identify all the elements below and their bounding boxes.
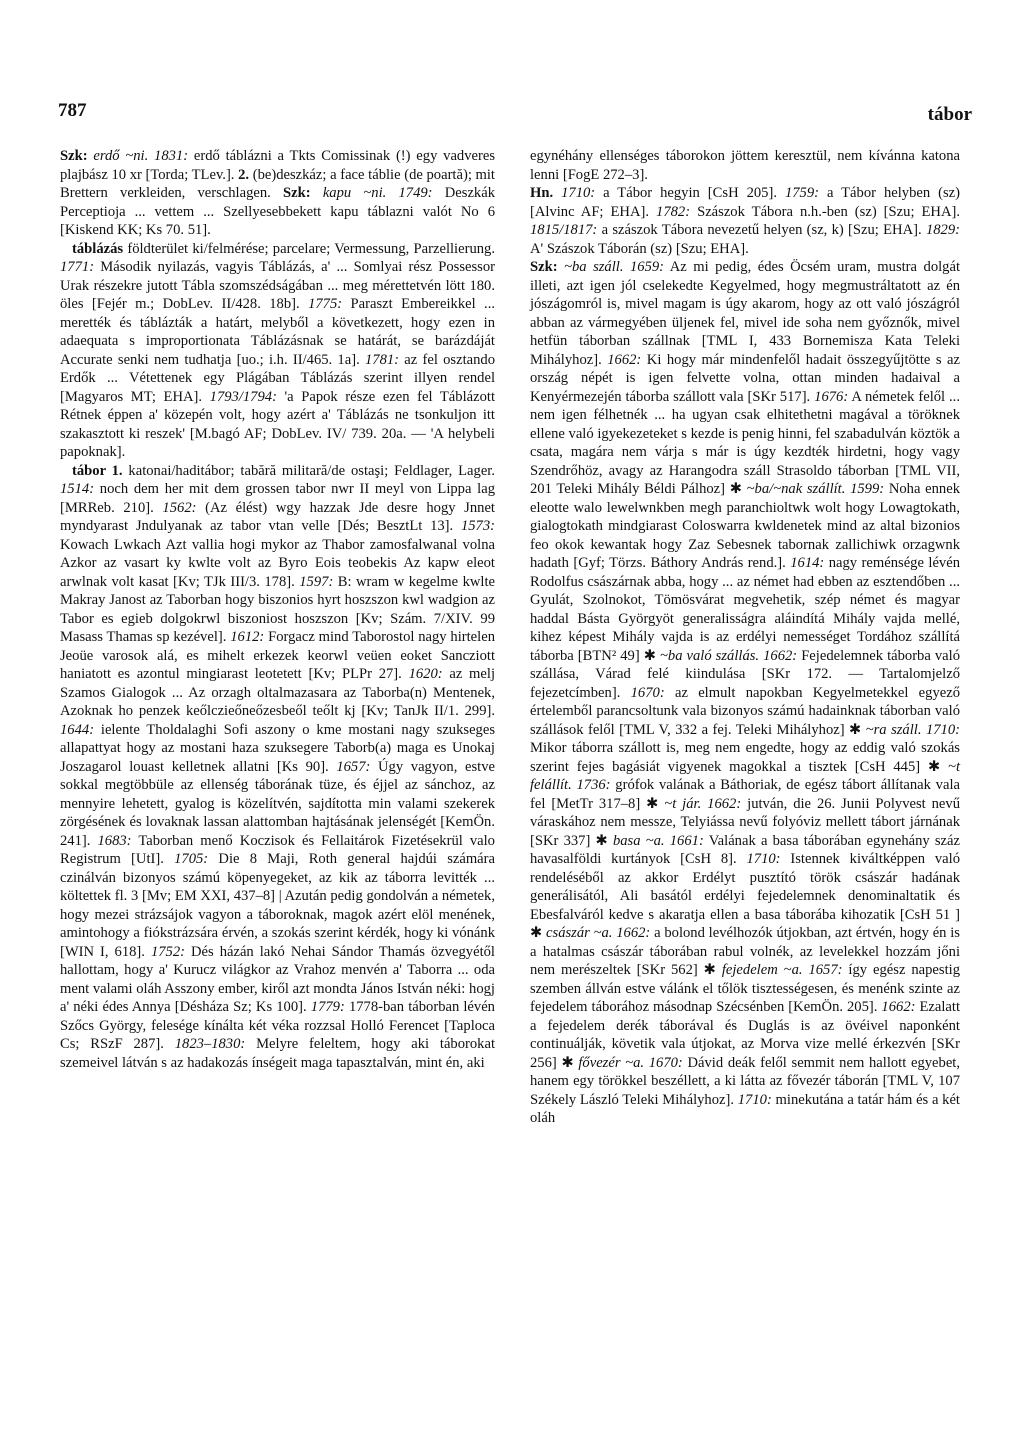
citation-run: fővezér ~a. 1670:	[578, 1054, 683, 1071]
citation-run: 1752:	[150, 943, 185, 960]
citation-run: 1705:	[174, 851, 209, 867]
citation-run: 1710:	[746, 851, 781, 867]
text-run: Taborban menő Koczisok és Fellaitárok Fizetésekrül valo Registrum [UtI].	[60, 832, 495, 867]
text-run: Forgacz mind Taborostol nagy hirtelen Jeoüe varosok alá, es mihelt erkezek keorwl veüen eoket Sancziott haniatott es azontul mingiarast leotetett [Kv; PLPr 27].	[60, 629, 495, 682]
citation-run: 1823–1830:	[174, 1036, 246, 1052]
citation-run: 1597:	[299, 573, 334, 590]
citation-run: 1620:	[408, 666, 443, 682]
citation-run: 1514:	[60, 481, 95, 497]
citation-run: 1683:	[97, 832, 132, 849]
citation-run: 1670:	[630, 684, 665, 701]
citation-run: ~ba/~nak szállít. 1599:	[746, 481, 885, 497]
entry-compounds	[530, 258, 960, 1128]
text-run: jutván, die 26. Junii Polyvest nevű váraskához nem messze, Telyiássa nevű folyóviz mellett tábort járnának [SKr 337] ✱	[530, 795, 960, 849]
text-run: Fejedelemnek táborba való szállása, Várad felé kiindulása [SKr 172. — Tartalomjelző fejezetcímben].	[530, 647, 960, 701]
citation-run: ~ra száll. 1710:	[865, 721, 960, 738]
headword-run: Szk:	[530, 259, 565, 275]
citation-run: 1781:	[364, 351, 400, 368]
text-run: Kowach Lwkach Azt vallia hogi mykor az Thabor zamosfalwanal volna Azkor az vasart ky kwlte volt az Byro Eois teobekis Az kapw eleot arwlnak volt kasat [Kv; TJk III/3. 178].	[60, 536, 495, 590]
text-run: Melyre feleltem, hogy aki táborokat szemeivel látván s az hadakozás ínségeit maga tapasztalván, mint én, aki	[60, 1036, 495, 1071]
text-run: Istennek kiváltképpen való rendeléséből az akkor Erdélyt pusztító török császár hadának generálisától, Ali basától erdélyi fejedelemnek denominaltatik és Ebesfalváról kedve s akaratja ellen a basa táborába kihozatik [CsH 51 ] ✱	[530, 851, 960, 941]
citation-run: 1710:	[561, 185, 596, 201]
text-run: Paraszt Embereikkel ... merették és táblázták a határt, melyből a következett, hogy ezen in adaequata s improportionata Táblázásnak se határát, se barázdáját Accurate senki nem tudhatja [uo.; i.h. II/465. 1a].	[60, 296, 495, 368]
headword-run: Szk:	[283, 185, 323, 201]
text-run: Deszkák Perceptioja ... vettem ... Szellyesebbekett kapu táblazni valót No 6 [Kiskend KK; Ks 70. 51].	[60, 185, 496, 238]
citation-run: 1771:	[60, 259, 95, 275]
text-run: B: wram w kegelme kwlte Makray Janost az Taborban hogy biszonios hyrt hoszszon kwl wadgion az Tabor es egieb dolgokrwl biszoniost hoszszon [Kv; Szám. 7/XIV. 99 Masass Thamas sp kezével].	[60, 573, 496, 645]
text-run: (be)deszkáz; a face táblie (de poartă); mit Brettern verkleiden, verschlagen.	[60, 166, 495, 201]
text-run: a szászok Tábora nevezetű helyen (sz, k) [Szu; EHA].	[597, 222, 926, 238]
citation-run: 1657:	[336, 758, 371, 775]
headword-run: Szk:	[60, 148, 94, 164]
entry-tabor	[60, 462, 495, 1073]
text-run	[553, 185, 561, 201]
text-run: A németek felől ... nem igen félhetnék ... ha ugyan csak elhitethetni magával a töröknek ellene való igyekezeteket s kezde is penig hinni, fel szabadulván köztök a csata, magára nem várja s már is úgy kezdték hirdetni, hogy vagy Szendrőhöz, avagy az Harangodra száll Strasoldo táborban [TML VII, 201 Teleki Mihály Béldi Pálhoz] ✱	[530, 388, 960, 497]
citation-run: 1793/1794:	[209, 388, 277, 405]
entry-tablazas	[60, 240, 495, 462]
text-run: 'a Papok része ezen fel Táblázott Rétnek éppen a' közepén volt, hogy azért a' Táblázás ne tsonkuljon itt szakasztott ki reszek' [M.bagó AF; DobLev. IV/ 739. 20a. — 'A helybeli papoknak].	[60, 388, 495, 460]
citation-run: 1676:	[814, 388, 849, 405]
right-column	[530, 147, 960, 1128]
text-run: noch dem her mit dem grossen tabor nwr II meyl von Lippa lag [MRReb. 210].	[60, 481, 495, 516]
text-run: Ezalatt a fejedelem derék táborával és Duglás is az övéivel naponként continuálják, követik vala útjokat, az Morva vize mellé érkezvén [SKr 256] ✱	[530, 999, 960, 1071]
text-run: Die 8 Maji, Roth general hajdúi számára czinálván bizonyos számú köpenyegeket, az kik az táborra levitték ... költettek fl. 3 [Mv; EM XXI, 437–8] | Azután pedig gondolván a németek, hogy mezei strázsájok vagyon a táboroknak, magok azért elöl menének, amintohogy a fiókstrázsára érvén, a szokás szerint kérdék, hogy ki vónánk [WIN I, 618].	[60, 851, 495, 960]
citation-run: erdő ~ni. 1831:	[93, 148, 189, 164]
text-run: erdő táblázni a Tkts Comissinak (!) egy vadveres plajbász 10 xr [Torda; TLev.].	[60, 148, 496, 183]
citation-run: ~ba száll. 1659:	[564, 259, 665, 275]
text-run: Szászok Tábora n.h.-ben (sz) [Szu; EHA].	[690, 203, 960, 220]
text-run: a Tábor helyben (sz) [Alvinc AF; EHA].	[530, 185, 960, 220]
text-run: Dávid deák felől semmit nem hallott egyebet, hanem egy törökkel beszéllett, a ki látta az fővezér táborán [TML V, 107 Székely László Teleki Mihályhoz].	[530, 1054, 961, 1108]
citation-run: 1782:	[656, 203, 691, 220]
entry-placenames	[530, 184, 960, 258]
text-run: Ki hogy már mindenfelől hadait összegyűjtötte s az ország népét is igen felvette volna, ottan minden hadaival a Kenyérmezején táborba szállott vala [SKr 517].	[530, 351, 960, 405]
citation-run: császár ~a. 1662:	[546, 925, 651, 941]
text-run: az elmult napokban Kegyelmetekkel egyező értelemből parancsoltunk vala bizonyos számú hadainknak táborban való szállások felől [TML V, 332 a fej. Teleki Mihályhoz] ✱	[530, 684, 960, 738]
headword-run: Hn.	[530, 185, 554, 201]
text-run: nagy reménsége lévén Rodolfus császárnak abba, hogy ... az német had ebben az esztendőben ... Gyulát, Szolnokot, Tömösvárat megvehetik, szép német és magyar haddal Básta Györgyöt generalisságra aláindítá Mihály vajda mellé, kihez képest Mihály vajda is az erdélyi nemességet Tordához szállítá táborba [BTN² 49] ✱	[530, 555, 960, 664]
text-run: 1778-ban táborban lévén Szőcs György, felesége kínálta két véka rozzsal Holló Ferencet [Taploca Cs; RSzF 287].	[60, 999, 495, 1052]
citation-run: 1775:	[308, 296, 343, 312]
headword-run: táblázás	[72, 240, 124, 257]
text-run: grófok valának a Báthoriak, de egész tábort állítanak vala fel [MetTr 317–8] ✱	[530, 777, 960, 812]
citation-run: basa ~a. 1661:	[612, 832, 704, 849]
text-run: Úgy vagyon, estve sokkal megtöbbüle az ellenség táborának tüze, és éjjel az sánchoz, az mennyire lehetett, gyalog is közelítvén, sajdította min valami szekerek zörgésének és lovaknak lassan alattomban hajtásának jelenségét [KemÖn. 241].	[60, 758, 495, 849]
citation-run: 1759:	[784, 185, 819, 201]
citation-run: 1815/1817:	[530, 222, 598, 238]
citation-run: 1612:	[230, 629, 265, 645]
text-run: Dés házán lakó Nehai Sándor Thamás özvegyétől hallottam, hogy a' Kurucz világkor az Vrahoz menvén a' Taborra ... oda ment valami oláh Asszony ember, kiről azt mondta János István néki: hogj a' néki édes Annya [Désháza Sz; Ks 100].	[60, 943, 495, 1015]
text-run: Második nyilazás, vagyis Táblázás, a' ... Somlyai rész Possessor Urak részekre jutott Tábla szomszédságában ... meg mérettetvén lött 180. öles [Fejér m.; DobLev. II/428. 18b].	[60, 259, 495, 312]
citation-run: 1710:	[737, 1091, 772, 1108]
citation-run: 1644:	[60, 721, 95, 738]
text-run: A' Szászok Táborán (sz) [Szu; EHA].	[530, 240, 749, 257]
text-run: így egész napestig szemben állván estve válánk el tőlök tisztességesen, és menénk szinte az fejedelem táborához másodnap Szécsénben [KemÖn. 205].	[530, 962, 960, 1015]
text-run: egynéhány ellenséges táborokon jöttem keresztül, nem kívánna katona lenni [FogE 272–3].	[530, 148, 960, 183]
text-run: minekutána a tatár hám és a két oláh	[530, 1091, 960, 1126]
text-run: (Az élést) wgy hazzak Jde desre hogy Jnnet myndyarast Jndulyanak az tabor vtan velle [Dés; BesztLt 13].	[60, 499, 495, 534]
citation-run: 1829:	[925, 222, 960, 238]
page-number: 787	[58, 100, 87, 121]
text-run: a Tábor hegyin [CsH 205].	[595, 185, 785, 201]
citation-run: ~ba való szállás. 1662:	[660, 647, 798, 664]
text-run: földterület ki/felmérése; parcelare; Vermessung, Parzellierung.	[123, 240, 495, 257]
citation-run: 1662:	[607, 351, 642, 368]
text-run: Az mi pedig, édes Öcsém uram, mustra dolgát illeti, azt igen jól cselekedte Kegyelmed, hogy megmustráltatott az én jószágomról is, mivel magam is úgy akarom, hogy az ott való jószágról abban az vármegyében üljenek fel, mivel ide soha nem győznők, mivel hetfün táborban szállnak [TML I, 433 Bornemisza Kata Teleki Mihályhoz].	[530, 259, 961, 368]
citation-run: 1614:	[790, 555, 825, 571]
entry-text	[60, 147, 495, 240]
text-run: Noha ennek eleotte walo lewelwnkben megh paranchioltwk wolt hogy Lowagtokath, gialogtokath mindgiarast Coloswarra kwldenetek mind az altal bizonios feo okok kewantak hogy Zaz Sebesnek tabornak zallichiwk orzagwnk hadath [Gyf; Törzs. Báthory András rend.].	[530, 481, 960, 571]
text-run: Valának a basa táborában egynehány száz havasalföldi kurtányok [CsH 8].	[530, 832, 960, 867]
text-run: a bolond levélhozók útjokban, azt értvén, hogy én is a hatalmas császár táborában rabul volnék, az levelekkel hozzám jőni nem merészeltek [SKr 562] ✱	[530, 925, 960, 978]
text-run: az fel osztando Erdők ... Vétettenek egy Plágában Táblázás szerint illyen rendel [Magyaros MT; EHA].	[60, 351, 495, 405]
headword-run: 2.	[238, 166, 250, 183]
text-run: katonai/haditábor; tabără militară/de ostaşi; Feldlager, Lager.	[122, 462, 495, 479]
citation-run: ~t jár. 1662:	[664, 795, 742, 812]
text-run: ielente Tholdalaghi Sofi aszony o kme mostani nagy szukseges allapattyat hogy az mostani haza szuksegere Taborb(a) maga es Unokaj Joszagarol louast kelletnek allatni [Ks 90].	[60, 721, 495, 775]
citation-run: kapu ~ni. 1749:	[322, 185, 433, 201]
citation-run: 1562:	[162, 499, 197, 516]
entry-continuation	[530, 147, 960, 184]
text-run: Mikor táborra szállott is, meg nem engedte, hogy az eddig való szokás szerint fejes bagásiát vigyenek magokkal a tisztek [CsH 445] ✱	[530, 740, 960, 775]
headword-run: tábor 1.	[72, 462, 123, 479]
citation-run: 1573:	[460, 518, 495, 534]
citation-run: 1662:	[881, 999, 916, 1015]
citation-run: fejedelem ~a. 1657:	[721, 962, 843, 978]
citation-run: ~t felállít. 1736:	[530, 758, 960, 793]
citation-run: 1779:	[310, 999, 345, 1015]
running-head: tábor	[927, 104, 972, 125]
left-column	[60, 147, 495, 1072]
text-run: az melj Szamos Gialogok ... Az orzagh oltalmazasara az Taborba(n) Mentenek, Azoknak ho penzek keőlczieőneőzesbeől teőlt kj [Kv; TanJk II/1. 299].	[60, 666, 495, 719]
